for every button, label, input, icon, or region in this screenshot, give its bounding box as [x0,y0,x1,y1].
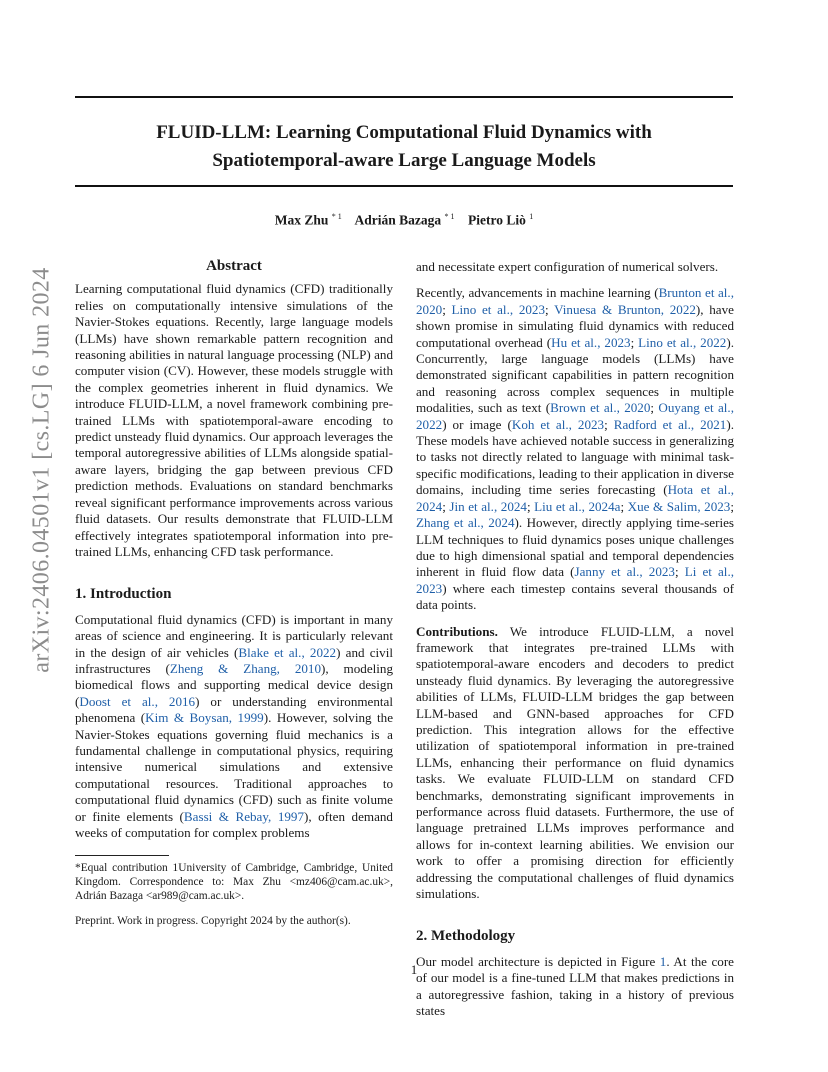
contributions-paragraph [416,624,734,903]
text-run: ) or image ( [442,416,512,432]
footnote-rule [75,855,169,856]
text-run: Our model architecture is depicted in Figure [416,953,660,969]
text-run: ), often demand weeks of computation for complex problems [75,808,393,840]
citation-link[interactable]: Lino et al., 2022 [638,334,727,350]
text-run: ). However, solving the Navier-Stokes equations governing fluid mechanics is a fundamental challenge in computational physics, requiring intensive numerical simulations and extensive computational resources. Traditional approaches to computational fluid dynamics (CFD) such as finite volume or finite elements ( [75,710,394,824]
footnote-preprint: Preprint. Work in progress. Copyright 2024 by the author(s). [75,915,351,928]
citation-link[interactable]: Liu et al., 2024a [534,498,621,514]
citation-link[interactable]: Vinuesa & Brunton, 2022 [554,301,696,317]
introduction-paragraph [75,612,393,842]
contributions-lead: Contributions. [416,623,498,639]
text-run: ). Concurrently, large language models (LLMs) have demonstrated significant capabilities in pattern recognition and reasoning across complex sequences in multiple modalities, such as text ( [416,334,734,416]
citation-link[interactable]: Li et al., 2023 [416,564,734,596]
text-run: ; [545,301,555,317]
author-name: Adrián Bazaga [354,212,442,228]
citation-link[interactable]: Hu et al., 2023 [551,334,631,350]
text-run: ; [730,498,734,514]
text-run: . At the core of our model is a fine-tuned LLM that makes predictions in a autoregressive fashion, taking in a history of previous states [416,953,734,1019]
text-run: Computational fluid dynamics (CFD) is important in many areas of science and engineering. It is particularly relevant in the design of air vehicles ( [75,611,393,660]
text-run: ; [442,498,450,514]
citation-link[interactable]: Lino et al., 2023 [451,301,546,317]
title-line-1: FLUID-LLM: Learning Computational Fluid Dynamics with [156,122,652,143]
text-run: ; [630,334,639,350]
citation-link[interactable]: Doost et al., 2016 [79,693,196,709]
author-name: Max Zhu [274,212,329,228]
abstract-heading: Abstract [206,258,262,274]
footnotes [75,862,393,928]
text-run: ; [620,498,628,514]
citation-link[interactable]: Janny et al., 2023 [574,564,675,580]
right-column [416,259,734,1029]
text-run: ), modeling biomedical flows and supporting medical device design ( [75,660,393,709]
author-list [75,212,733,229]
contributions-text: We introduce FLUID-LLM, a novel framework that integrates pre-trained LLMs with spatiotemporal-aware encoders and decoders to predict unsteady fluid dynamics. By leveraging the autoregressive abilities of LLMs, FLUID-LLM bridges the gap between LLM-based and GNN-based approaches for CFD prediction. This integration allows for the effective utilization of spatiotemporal information in pre-trained LLMs, enhancing their performance on fluid dynamics tasks. We evaluate FLUID-LLM on standard CFD benchmarks, demonstrating significant improvements in performance across fluid datasets. Furthermore, the use of language pretrained LLMs improves performance and allows for in-context learning abilities. We envision our work to offer a promising direction for efficiently addressing the computational challenges of fluid dynamics simulations. [416,623,734,902]
methodology-heading: 2. Methodology [416,928,516,945]
citation-link[interactable]: Bassi & Rebay, 1997 [183,808,305,824]
text-run: ; [526,498,535,514]
citation-link[interactable]: Brunton et al., 2020 [416,285,734,317]
abstract-text: Learning computational fluid dynamics (CFD) traditionally relies on computationally intensive simulations of the Navier-Stokes equations. Recently, large language models (LLMs) have shown remarkable pattern recognition and reasoning abilities in natural language processing (NLP) and computer vision (CV). However, these models struggle with the complex geometries inherent in fluid dynamics. We introduce FLUID-LLM, a novel framework combining pre-trained LLMs with spatiotemporal-aware encoding to predict unsteady fluid dynamics. Our approach leverages the temporal autoregressive abilities of LLMs alongside spatial-aware layers, bridging the gap between previous CFD prediction methods. Evaluations on standard benchmarks reveal significant performance improvements across various fluid datasets. Our results demonstrate that FLUID-LLM effectively integrates spatiotemporal information into pre-trained LLMs, enhancing CFD task performance. [75,281,393,559]
footnote-contribution: *Equal contribution 1University of Cambridge, Cambridge, United Kingdom. Correspondence to: Max Zhu <mz406@cam.ac.uk>, Adrián Bazaga <ar989@cam.ac.uk>. [75,862,393,902]
author-mark: * 1 [331,212,342,221]
citation-link[interactable]: 1 [659,953,667,969]
title-line-2: Spatiotemporal-aware Large Language Models [212,150,596,171]
text-run: ; [604,416,614,432]
title-bottom-rule [75,185,733,187]
citation-link[interactable]: Jin et al., 2024 [449,498,527,514]
author-mark: * 1 [444,212,455,221]
text-run: ) and civil infrastructures ( [75,644,393,676]
author-name: Pietro Liò [468,212,526,228]
text-run: Recently, advancements in machine learning ( [416,285,659,301]
left-column [75,258,393,941]
citation-link[interactable]: Kim & Boysan, 1999 [145,710,264,726]
top-rule [75,96,733,98]
citation-link[interactable]: Hota et al., 2024 [416,482,734,514]
text-run: ). These models have achieved notable success in generalizing to tasks not directly related to language with minimal task-specific modifications, leading to their application in diverse domains, including time series forecasting ( [416,416,734,498]
continued-paragraph: and necessitate expert configuration of numerical solvers. [416,259,719,274]
citation-link[interactable]: Ouyang et al., 2022 [416,400,734,432]
paper-title [75,119,733,175]
citation-link[interactable]: Zhang et al., 2024 [416,515,515,531]
ml-background-paragraph [416,285,734,613]
text-run: ) or understanding environmental phenomena ( [75,693,393,726]
text-run: ). However, directly applying time-series LLM techniques to fluid dynamics poses unique challenges due to high dimensional spatial and temporal dependencies inherent in fluid flow data ( [416,515,735,580]
citation-link[interactable]: Radford et al., 2021 [613,416,727,432]
text-run: ), have shown promise in simulating fluid dynamics with reduced computational overhead ( [416,301,734,350]
text-run: ; [674,564,685,580]
introduction-heading: 1. Introduction [75,586,172,603]
text-run: ) where each timestep contains several thousands of data points. [416,580,734,613]
arxiv-watermark: arXiv:2406.04501v1 [cs.LG] 6 Jun 2024 [28,267,55,673]
citation-link[interactable]: Xue & Salim, 2023 [627,498,731,514]
text-run: ; [442,301,452,317]
text-run: ; [650,400,659,416]
author-mark: 1 [529,212,534,221]
citation-link[interactable]: Blake et al., 2022 [238,644,337,660]
page-number: 1 [410,962,418,977]
citation-link[interactable]: Brown et al., 2020 [550,400,651,416]
citation-link[interactable]: Koh et al., 2023 [511,416,605,432]
citation-link[interactable]: Zheng & Zhang, 2010 [169,660,322,676]
